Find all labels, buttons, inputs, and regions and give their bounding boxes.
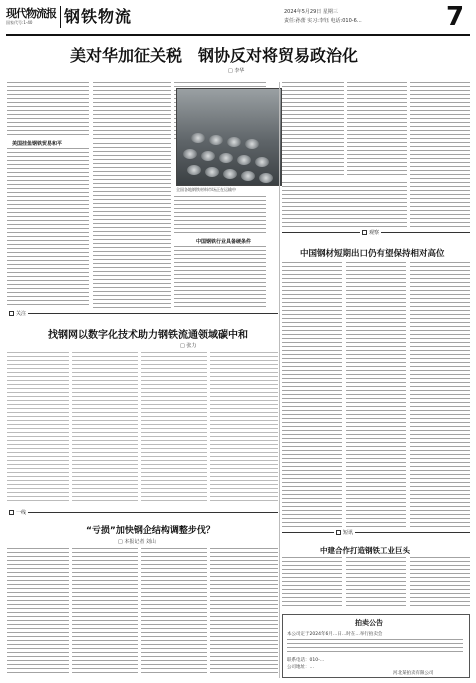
- steel-coils-photo: [176, 88, 282, 186]
- auction-notice-footer: 河北某拍卖有限公司: [393, 671, 434, 676]
- lead-col2-text: [93, 82, 171, 140]
- frontline-col2-text: [72, 548, 138, 676]
- lead-col3-text-b: [174, 196, 266, 234]
- focus-col1-text: [7, 352, 69, 502]
- paper-name: 现代物流报: [6, 7, 56, 20]
- frontline-tag: [7, 509, 28, 516]
- lead-col4-text-b: [282, 182, 407, 227]
- observe-tag: [360, 229, 381, 236]
- focus-col4-text: [210, 352, 278, 502]
- auction-notice-line-1: 本公司定于2024年6月…日…时在…举行拍卖会: [287, 632, 383, 637]
- frontline-col4-text: [210, 548, 278, 676]
- paper-issue-code: 国家代号:1-40: [6, 20, 33, 25]
- auction-notice-line-2: 联系电话：010-…: [287, 658, 325, 663]
- lead-subhead-2: 中国钢铁行业具备硬条件: [196, 239, 252, 245]
- editor-line: 责任:孙蕾 实习:李钰 电话:010-6…: [284, 18, 362, 24]
- focus-col2-text: [72, 352, 138, 502]
- section-marker-icon: [9, 311, 14, 316]
- lead-col1-text-a: [7, 82, 89, 136]
- frontline-col3-text: [141, 548, 207, 676]
- lead-headline: 美对华加征关税 钢协反对将贸易政治化: [70, 46, 359, 65]
- focus-byline: □ 张力: [180, 343, 197, 349]
- lead-col3-text-c: [174, 246, 266, 308]
- lead-col2-text-b: [93, 143, 171, 308]
- brief-tag-label: 短讯: [343, 530, 354, 536]
- lead-byline: □ 李华: [228, 68, 245, 74]
- frontline-headline: “亏损”加快钢企结构调整步伐？: [86, 526, 215, 536]
- auction-notice: [282, 614, 470, 678]
- auction-notice-line-3: 公司地址：…: [287, 665, 314, 670]
- section-title: 钢铁物流: [64, 7, 133, 26]
- focus-headline: 找钢网以数字化技术助力钢铁流通领域碳中和: [48, 330, 248, 341]
- frontline-rule: [7, 512, 278, 513]
- brief-headline: 中建合作打造钢铁工业巨头: [320, 546, 410, 555]
- lead-subhead-1: 美国挂鱼钢铁贸易和平: [12, 141, 63, 147]
- observe-tag-label: 观察: [369, 230, 380, 236]
- frontline-col1-text: [7, 548, 69, 676]
- brief-col2-text: [346, 557, 406, 609]
- page-number: 7: [446, 2, 465, 32]
- column-separator: [279, 82, 280, 678]
- photo-caption: 全国各地钢铁材料市场正在运输中: [176, 187, 236, 192]
- lead-col6-text: [410, 82, 470, 227]
- focus-rule: [7, 313, 278, 314]
- observe-col1-text: [282, 262, 342, 527]
- auction-notice-title: 拍卖公告: [355, 619, 383, 627]
- lead-col1-text-b: [7, 148, 89, 308]
- brief-rule: [282, 532, 470, 533]
- section-marker-icon: [336, 530, 341, 535]
- frontline-byline: □ 本报记者 刘山: [118, 539, 156, 545]
- observe-col2-text: [346, 262, 406, 527]
- date-line: 2024年5月29日 星期三: [284, 9, 338, 15]
- observe-col3-text: [410, 262, 470, 527]
- section-marker-icon: [362, 230, 367, 235]
- brief-tag: [334, 529, 355, 536]
- focus-tag: [7, 310, 28, 317]
- frontline-tag-label: 一线: [16, 510, 27, 516]
- focus-tag-label: 关注: [16, 311, 27, 317]
- masthead-rule: [6, 34, 470, 36]
- auction-notice-body: [287, 639, 463, 655]
- focus-col3-text: [141, 352, 207, 502]
- masthead-divider: [60, 6, 61, 28]
- lead-col5-text: [347, 82, 407, 178]
- brief-col3-text: [410, 557, 470, 609]
- brief-col1-text: [282, 557, 342, 609]
- lead-col4-text: [282, 82, 344, 178]
- section-marker-icon: [9, 510, 14, 515]
- observe-headline: 中国钢材短期出口仍有望保持相对高位: [300, 249, 445, 259]
